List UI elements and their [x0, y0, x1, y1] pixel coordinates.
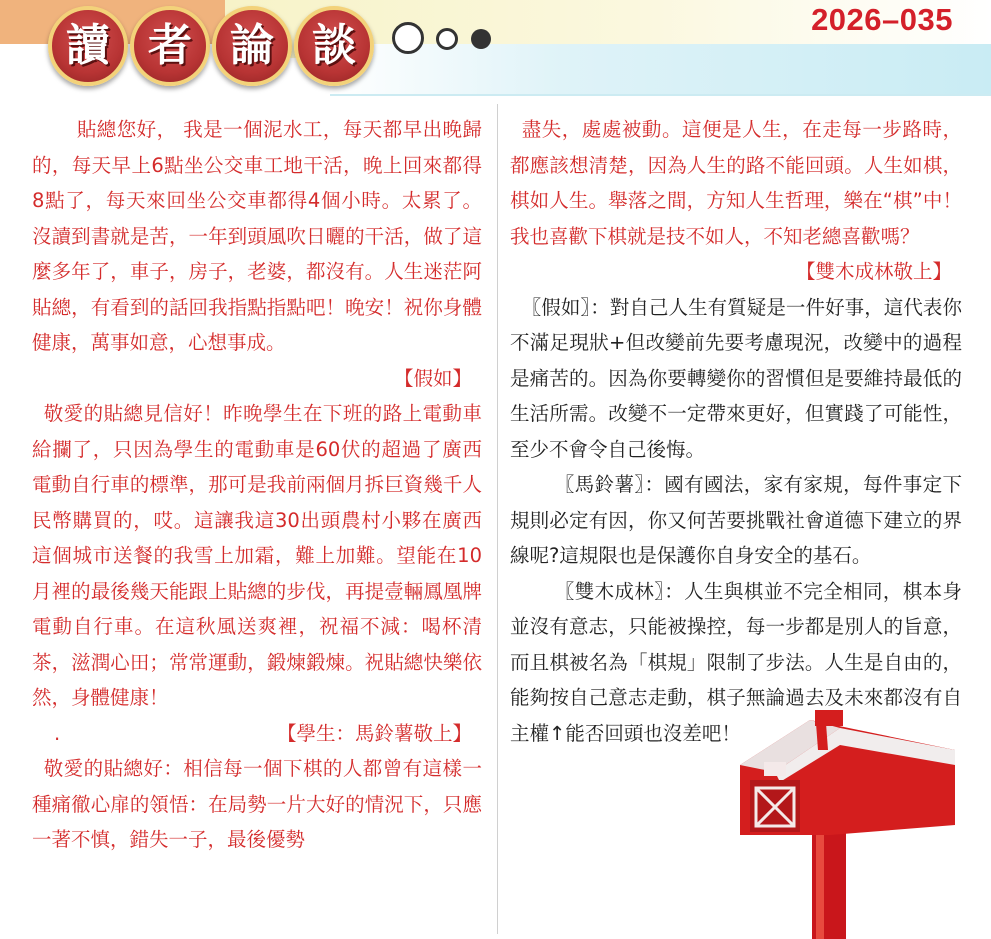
- issue-code: 2026–035: [811, 2, 953, 37]
- stray-dot: .: [54, 721, 61, 745]
- title-badge-1: 讀: [48, 6, 128, 86]
- reply-2-text: 〖馬鈴薯〗：國有國法，家有家規，每件事定下規則必定有因，你又何苦要挑戰社會道德下建立的界線呢?這規限也是保護你自身安全的基石。: [510, 473, 962, 567]
- header-banner: [0, 0, 991, 98]
- letter-3-signature: 【雙木成林敬上】: [795, 260, 952, 283]
- column-divider: [497, 104, 498, 934]
- left-column: [32, 112, 482, 858]
- reply-1-text: 〖假如〗：對自己人生有質疑是一件好事，這代表你不滿足現狀+但改變前先要考慮現況，改變中的過程是痛苦的。因為你要轉變你的習慣但是要維持最低的生活所需。改變不一定帶來更好，但實踐了可能性，至少不會令自己後悔。: [510, 295, 962, 461]
- mailbox-icon: [720, 710, 970, 939]
- title-badge-2: 者: [130, 6, 210, 86]
- letter-2-text: 敬愛的貼總見信好！昨晚學生在下班的路上電動車給攔了，只因為學生的電動車是60伏的超過了廣西電動自行車的標準，那可是我前兩個月拆巨資幾千人民幣購買的，哎。這讓我這30出頭農村小夥在廣西這個城市送餐的我雪上加霜，難上加難。望能在10月裡的最後幾天能跟上貼總的步伐，再提壹輛鳳凰牌電動自行車。在這秋風送爽裡，祝福不減：喝杯清茶，滋潤心田；常常運動，鍛煉鍛煉。祝貼總快樂依然，身體健康！: [32, 402, 482, 709]
- circle-large-icon: [392, 22, 424, 54]
- letter-2-signature: 【學生：馬鈴薯敬上】: [276, 721, 472, 745]
- reply-3-text: 〖雙木成林〗：人生與棋並不完全相同，棋本身並沒有意志，只能被操控，每一步都是別人的旨意，而且棋被名為「棋規」限制了步法。人生是自由的，能夠按自己意志走動，棋子無論過去及未來都沒有自主權↑能否回頭也沒差吧！: [510, 579, 962, 745]
- letter-3-text: 敬愛的貼總好：相信每一個下棋的人都曾有這樣一種痛徹心扉的領悟：在局勢一片大好的情況下，只應一著不慎，錯失一子，最後優勢: [32, 757, 482, 851]
- letter-2-signature-line: [32, 716, 482, 752]
- right-column: [510, 112, 962, 751]
- circle-filled-icon: [471, 29, 491, 49]
- header-underline: [330, 94, 991, 96]
- letter-3-continued: 盡失，處處被動。這便是人生，在走每一步路時，都應該想清楚，因為人生的路不能回頭。人生如棋，棋如人生。舉落之間，方知人生哲理，樂在“棋”中！我也喜歡下棋就是技不如人，不知老總喜歡嗎？: [510, 118, 962, 248]
- letter-1-text: 貼總您好， 我是一個泥水工，每天都早出晚歸的，每天早上6點坐公交車工地干活，晚上回來都得8點了，每天來回坐公交車都得4個小時。太累了。沒讀到書就是苦，一年到頭風吹日曬的干活，做了這麼多年了，車子，房子，老婆，都沒有。人生迷茫阿貼總，有看到的話回我指點指點吧！晚安！祝你身體健康，萬事如意，心想事成。: [32, 118, 482, 354]
- title-badge-3: 論: [212, 6, 292, 86]
- title-badge-4: 談: [294, 6, 374, 86]
- letter-1-signature: 【假如】: [393, 366, 472, 390]
- header-blue-band: [330, 44, 991, 94]
- circle-medium-icon: [436, 28, 458, 50]
